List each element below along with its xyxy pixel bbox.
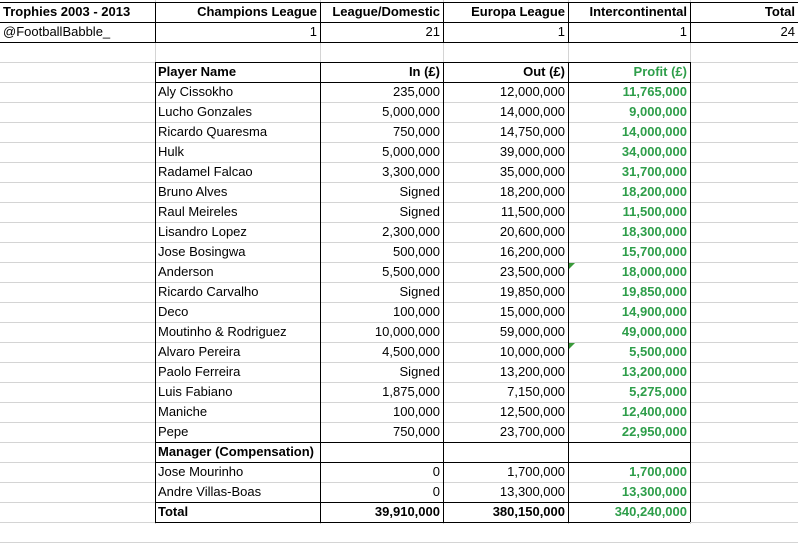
champions-league-header[interactable]: Champions League (197, 4, 317, 19)
europa-league-header[interactable]: Europa League (471, 4, 565, 19)
player-name-cell[interactable]: Alvaro Pereira (158, 344, 241, 359)
summary-border (155, 2, 156, 42)
champions-league-count[interactable]: 1 (309, 24, 317, 39)
player-name-cell[interactable]: Ricardo Carvalho (158, 284, 259, 299)
profit-value-cell[interactable]: 13,300,000 (621, 484, 687, 499)
out-header[interactable]: Out (£) (523, 64, 565, 79)
total-header[interactable]: Total (764, 4, 795, 19)
out-value-cell[interactable]: 7,150,000 (507, 384, 565, 399)
player-name-cell[interactable]: Moutinho & Rodriguez (158, 324, 287, 339)
summary-border (0, 42, 798, 43)
in-value-cell[interactable]: 500,000 (393, 244, 440, 259)
summary-border (0, 22, 798, 23)
player-name-cell[interactable]: Raul Meireles (158, 204, 238, 219)
summary-border (0, 2, 798, 3)
player-name-cell[interactable]: Aly Cissokho (158, 84, 234, 99)
in-value-cell[interactable]: 5,000,000 (382, 104, 440, 119)
in-value-cell[interactable]: 4,500,000 (382, 344, 440, 359)
error-indicator-icon[interactable] (569, 263, 575, 269)
profit-value-cell[interactable]: 19,850,000 (621, 284, 687, 299)
in-value-cell[interactable]: 1,875,000 (382, 384, 440, 399)
player-name-cell[interactable]: Lisandro Lopez (158, 224, 247, 239)
out-value-cell[interactable]: 23,700,000 (499, 424, 565, 439)
profit-value-cell[interactable]: 11,500,000 (622, 204, 687, 219)
in-value-cell[interactable]: 5,500,000 (382, 264, 440, 279)
total-out[interactable]: 380,150,000 (492, 504, 565, 519)
player-name-cell[interactable]: Andre Villas-Boas (158, 484, 262, 499)
player-name-cell[interactable]: Paolo Ferreira (158, 364, 241, 379)
player-name-cell[interactable]: Bruno Alves (158, 184, 228, 199)
in-value-cell[interactable]: 100,000 (393, 304, 440, 319)
profit-value-cell[interactable]: 18,200,000 (621, 184, 687, 199)
in-value-cell[interactable]: 235,000 (393, 84, 440, 99)
intercontinental-count[interactable]: 1 (679, 24, 687, 39)
intercontinental-header[interactable]: Intercontinental (589, 4, 687, 19)
player-name-cell[interactable]: Luis Fabiano (158, 384, 233, 399)
player-name-cell[interactable]: Maniche (158, 404, 208, 419)
profit-value-cell[interactable]: 5,500,000 (629, 344, 687, 359)
table-border (690, 62, 691, 522)
table-border (155, 462, 690, 463)
profit-value-cell[interactable]: 18,300,000 (621, 224, 687, 239)
total-in[interactable]: 39,910,000 (374, 504, 440, 519)
in-value-cell[interactable]: Signed (399, 364, 440, 379)
profit-value-cell[interactable]: 34,000,000 (621, 144, 687, 159)
player-name-cell[interactable]: Radamel Falcao (158, 164, 253, 179)
table-border (155, 62, 690, 63)
table-border (443, 62, 444, 522)
profit-value-cell[interactable]: 5,275,000 (629, 384, 687, 399)
out-value-cell[interactable]: 15,000,000 (499, 304, 565, 319)
out-value-cell[interactable]: 14,000,000 (499, 104, 565, 119)
profit-value-cell[interactable]: 14,900,000 (621, 304, 687, 319)
total-profit[interactable]: 340,240,000 (614, 504, 687, 519)
in-value-cell[interactable]: 0 (432, 484, 440, 499)
profit-value-cell[interactable]: 15,700,000 (621, 244, 687, 259)
error-indicator-icon[interactable] (569, 343, 575, 349)
league-domestic-header[interactable]: League/Domestic (332, 4, 440, 19)
player-name-cell[interactable]: Pepe (158, 424, 189, 439)
profit-value-cell[interactable]: 49,000,000 (621, 324, 687, 339)
profit-value-cell[interactable]: 1,700,000 (629, 464, 687, 479)
out-value-cell[interactable]: 13,300,000 (499, 484, 565, 499)
summary-border (568, 2, 569, 42)
table-border (320, 62, 321, 522)
out-value-cell[interactable]: 16,200,000 (499, 244, 565, 259)
trophy-total[interactable]: 24 (780, 24, 795, 39)
total-label[interactable]: Total (158, 504, 189, 519)
in-value-cell[interactable]: 2,300,000 (382, 224, 440, 239)
summary-border (690, 2, 691, 42)
in-value-cell[interactable]: 10,000,000 (374, 324, 440, 339)
out-value-cell[interactable]: 12,000,000 (499, 84, 565, 99)
in-value-cell[interactable]: Signed (399, 204, 440, 219)
in-value-cell[interactable]: 5,000,000 (382, 144, 440, 159)
in-value-cell[interactable]: 100,000 (393, 404, 440, 419)
player-name-cell[interactable]: Jose Mourinho (158, 464, 244, 479)
in-value-cell[interactable]: 750,000 (393, 124, 440, 139)
out-value-cell[interactable]: 23,500,000 (499, 264, 565, 279)
player-name-cell[interactable]: Lucho Gonzales (158, 104, 252, 119)
out-value-cell[interactable]: 39,000,000 (499, 144, 565, 159)
player-name-cell[interactable]: Ricardo Quaresma (158, 124, 268, 139)
out-value-cell[interactable]: 13,200,000 (499, 364, 565, 379)
profit-value-cell[interactable]: 9,000,000 (629, 104, 687, 119)
table-border (155, 442, 690, 443)
out-value-cell[interactable]: 10,000,000 (499, 344, 565, 359)
player-name-cell[interactable]: Hulk (158, 144, 185, 159)
out-value-cell[interactable]: 14,750,000 (499, 124, 565, 139)
trophies-title[interactable]: Trophies 2003 - 2013 (3, 4, 131, 19)
in-value-cell[interactable]: Signed (399, 284, 440, 299)
profit-value-cell[interactable]: 13,200,000 (621, 364, 687, 379)
profit-value-cell[interactable]: 11,765,000 (622, 84, 687, 99)
summary-border (320, 2, 321, 42)
player-name-cell[interactable]: Anderson (158, 264, 214, 279)
in-value-cell[interactable]: Signed (399, 184, 440, 199)
in-header[interactable]: In (£) (408, 64, 440, 79)
profit-value-cell[interactable]: 12,400,000 (621, 404, 687, 419)
in-value-cell[interactable]: 750,000 (393, 424, 440, 439)
player-name-header[interactable]: Player Name (158, 64, 237, 79)
in-value-cell[interactable]: 3,300,000 (382, 164, 440, 179)
table-border (568, 62, 569, 522)
summary-border (443, 2, 444, 42)
profit-value-cell[interactable]: 14,000,000 (621, 124, 687, 139)
twitter-handle[interactable]: @FootballBabble_ (3, 24, 111, 39)
player-name-cell[interactable]: Jose Bosingwa (158, 244, 246, 259)
out-value-cell[interactable]: 59,000,000 (499, 324, 565, 339)
out-value-cell[interactable]: 12,500,000 (499, 404, 565, 419)
profit-value-cell[interactable]: 22,950,000 (621, 424, 687, 439)
manager-section-header[interactable]: Manager (Compensation) (158, 444, 315, 459)
table-border (155, 502, 690, 503)
profit-value-cell[interactable]: 18,000,000 (621, 264, 687, 279)
profit-header[interactable]: Profit (£) (633, 64, 687, 79)
table-border (155, 522, 690, 523)
league-domestic-count[interactable]: 21 (425, 24, 440, 39)
out-value-cell[interactable]: 19,850,000 (499, 284, 565, 299)
out-value-cell[interactable]: 35,000,000 (499, 164, 565, 179)
out-value-cell[interactable]: 18,200,000 (499, 184, 565, 199)
table-border (155, 82, 690, 83)
table-border (155, 62, 156, 522)
profit-value-cell[interactable]: 31,700,000 (621, 164, 687, 179)
out-value-cell[interactable]: 1,700,000 (507, 464, 565, 479)
europa-league-count[interactable]: 1 (557, 24, 565, 39)
in-value-cell[interactable]: 0 (432, 464, 440, 479)
out-value-cell[interactable]: 11,500,000 (500, 204, 565, 219)
out-value-cell[interactable]: 20,600,000 (499, 224, 565, 239)
player-name-cell[interactable]: Deco (158, 304, 189, 319)
